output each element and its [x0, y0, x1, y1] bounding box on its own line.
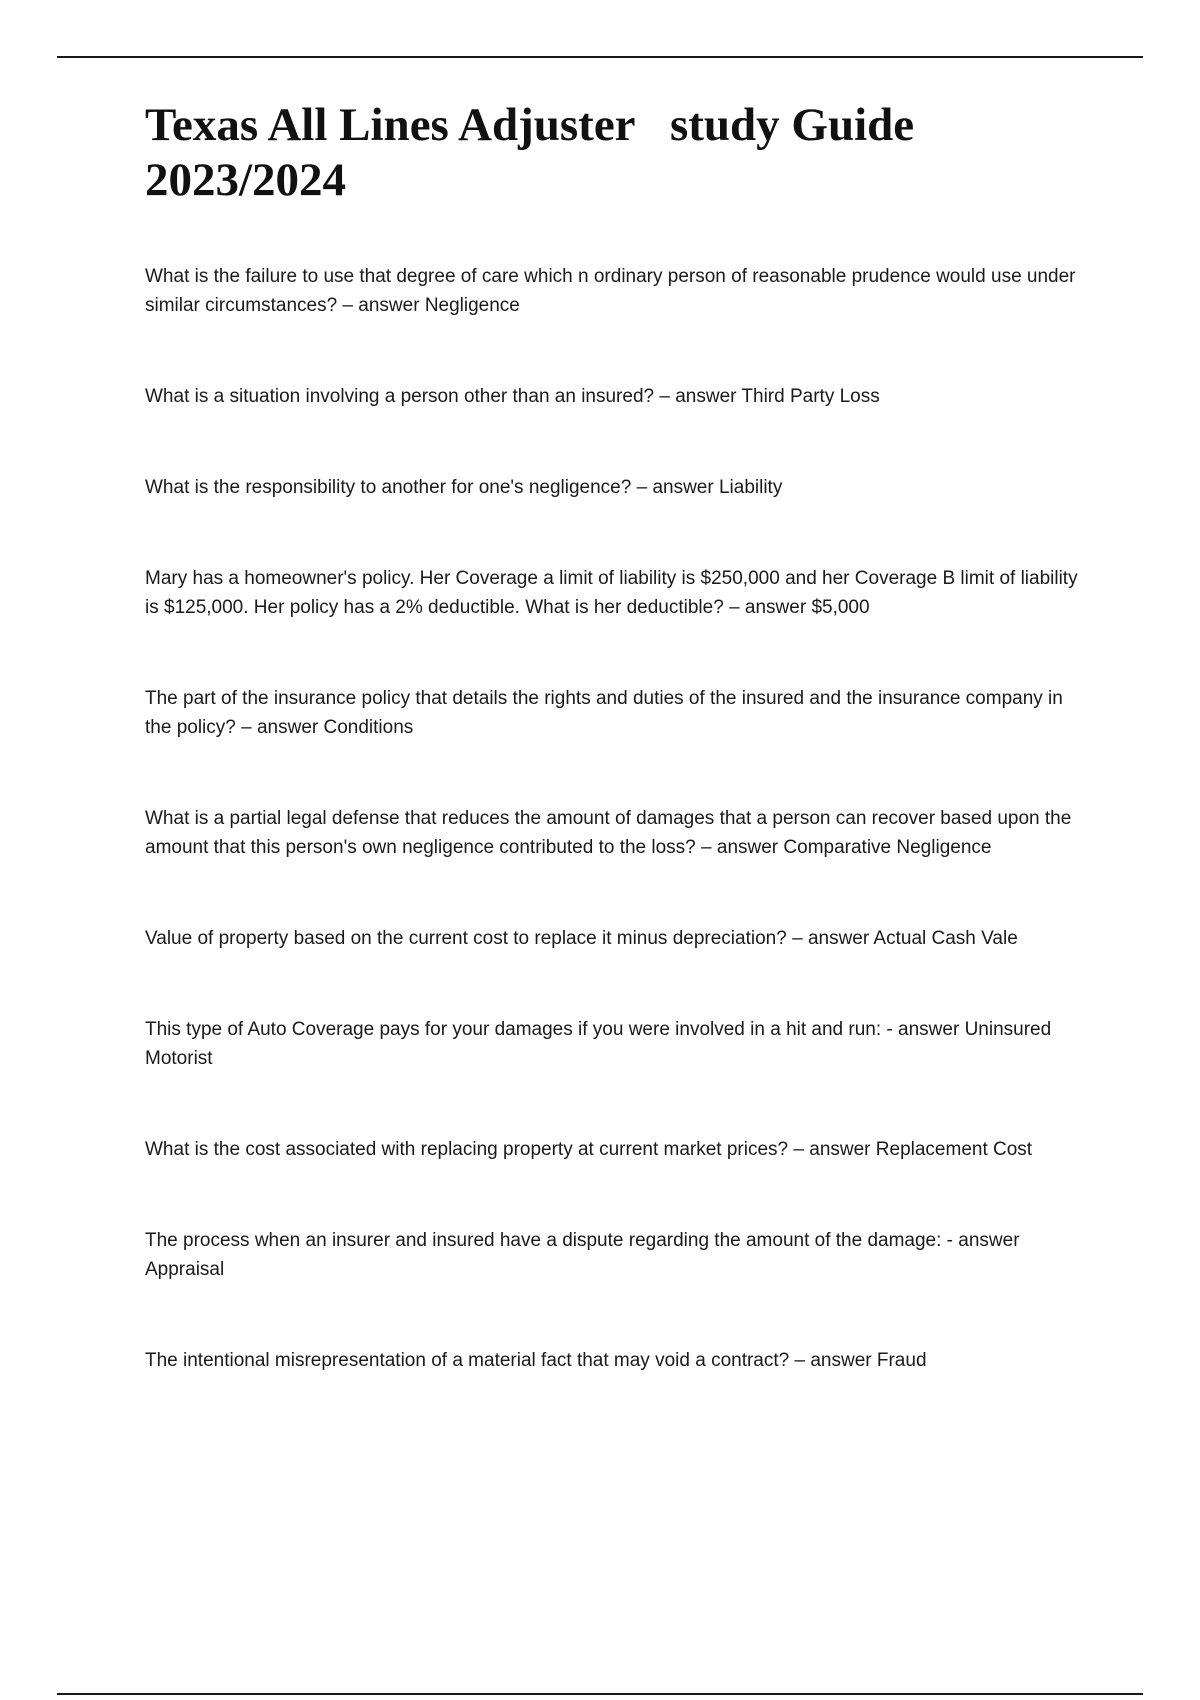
question-text: What is the cost associated with replacing property at current market prices?	[145, 1139, 789, 1160]
qa-item	[145, 924, 1090, 953]
answer-text: Comparative Negligence	[783, 837, 992, 858]
answer-separator: –	[789, 1350, 811, 1371]
answer-separator: –	[654, 386, 676, 407]
question-text: What is a situation involving a person other than an insured?	[145, 386, 655, 407]
answer-text: Conditions	[323, 717, 414, 738]
qa-item	[145, 684, 1090, 742]
answer-label: answer	[744, 597, 807, 618]
answer-label: answer	[716, 837, 779, 858]
answer-separator: -	[941, 1230, 959, 1251]
answer-label: answer	[256, 717, 319, 738]
answer-text: Appraisal	[145, 1259, 225, 1280]
answer-label: answer	[652, 477, 714, 498]
header-rule	[57, 56, 1143, 58]
question-text: What is the failure to use that degree of care which n ordinary person of reasonable prudence would use under similar circumstances?	[145, 266, 1076, 316]
answer-text: Uninsured Motorist	[145, 1019, 1052, 1069]
answer-text: Liability	[718, 477, 783, 498]
answer-text: Negligence	[424, 295, 520, 316]
answer-label: answer	[675, 386, 737, 407]
answer-text: Third Party Loss	[741, 386, 880, 407]
qa-item	[145, 262, 1090, 320]
qa-item	[145, 804, 1090, 862]
question-text: Mary has a homeowner's policy. Her Coverage a limit of liability is $250,000 and her Coverage B limit of liability is $125,000. Her policy has a 2% deductible. What is her deductible?	[145, 568, 1078, 618]
answer-text: Fraud	[876, 1350, 927, 1371]
answer-label: answer	[809, 1139, 871, 1160]
qa-item	[145, 473, 1090, 502]
question-text: What is a partial legal defense that reduces the amount of damages that a person can recover based upon the amount that this person's own negligence contributed to the loss?	[145, 808, 1072, 858]
question-text: The process when an insurer and insured have a dispute regarding the amount of the damage:	[145, 1230, 942, 1251]
qa-item	[145, 1226, 1090, 1284]
answer-label: answer	[898, 1019, 960, 1040]
answer-separator: –	[695, 837, 717, 858]
question-text: This type of Auto Coverage pays for your damages if you were involved in a hit and run:	[145, 1019, 882, 1040]
qa-item	[145, 564, 1090, 622]
answer-separator: –	[337, 295, 359, 316]
question-text: The intentional misrepresentation of a material fact that may void a contract?	[145, 1350, 790, 1371]
qa-item	[145, 382, 1090, 411]
answer-separator: –	[786, 928, 808, 949]
answer-text: Actual Cash Vale	[873, 928, 1018, 949]
qa-list	[145, 262, 1090, 1375]
answer-label: answer	[958, 1230, 1020, 1251]
question-text: The part of the insurance policy that details the rights and duties of the insured and the insurance company in the policy?	[145, 688, 1063, 738]
qa-item	[145, 1015, 1090, 1073]
footer-rule	[57, 1693, 1143, 1695]
answer-text: Replacement Cost	[875, 1139, 1033, 1160]
qa-item	[145, 1346, 1090, 1375]
answer-separator: –	[631, 477, 653, 498]
answer-label: answer	[810, 1350, 872, 1371]
question-text: What is the responsibility to another for one's negligence?	[145, 477, 632, 498]
answer-label: answer	[358, 295, 420, 316]
qa-item	[145, 1135, 1090, 1164]
answer-separator: -	[881, 1019, 899, 1040]
answer-text: $5,000	[811, 597, 870, 618]
answer-label: answer	[807, 928, 870, 949]
answer-separator: –	[235, 717, 257, 738]
answer-separator: –	[723, 597, 745, 618]
question-text: Value of property based on the current cost to replace it minus depreciation?	[145, 928, 787, 949]
answer-separator: –	[788, 1139, 810, 1160]
document-title: Texas All Lines Adjuster study Guide 2023/2024	[145, 99, 926, 206]
